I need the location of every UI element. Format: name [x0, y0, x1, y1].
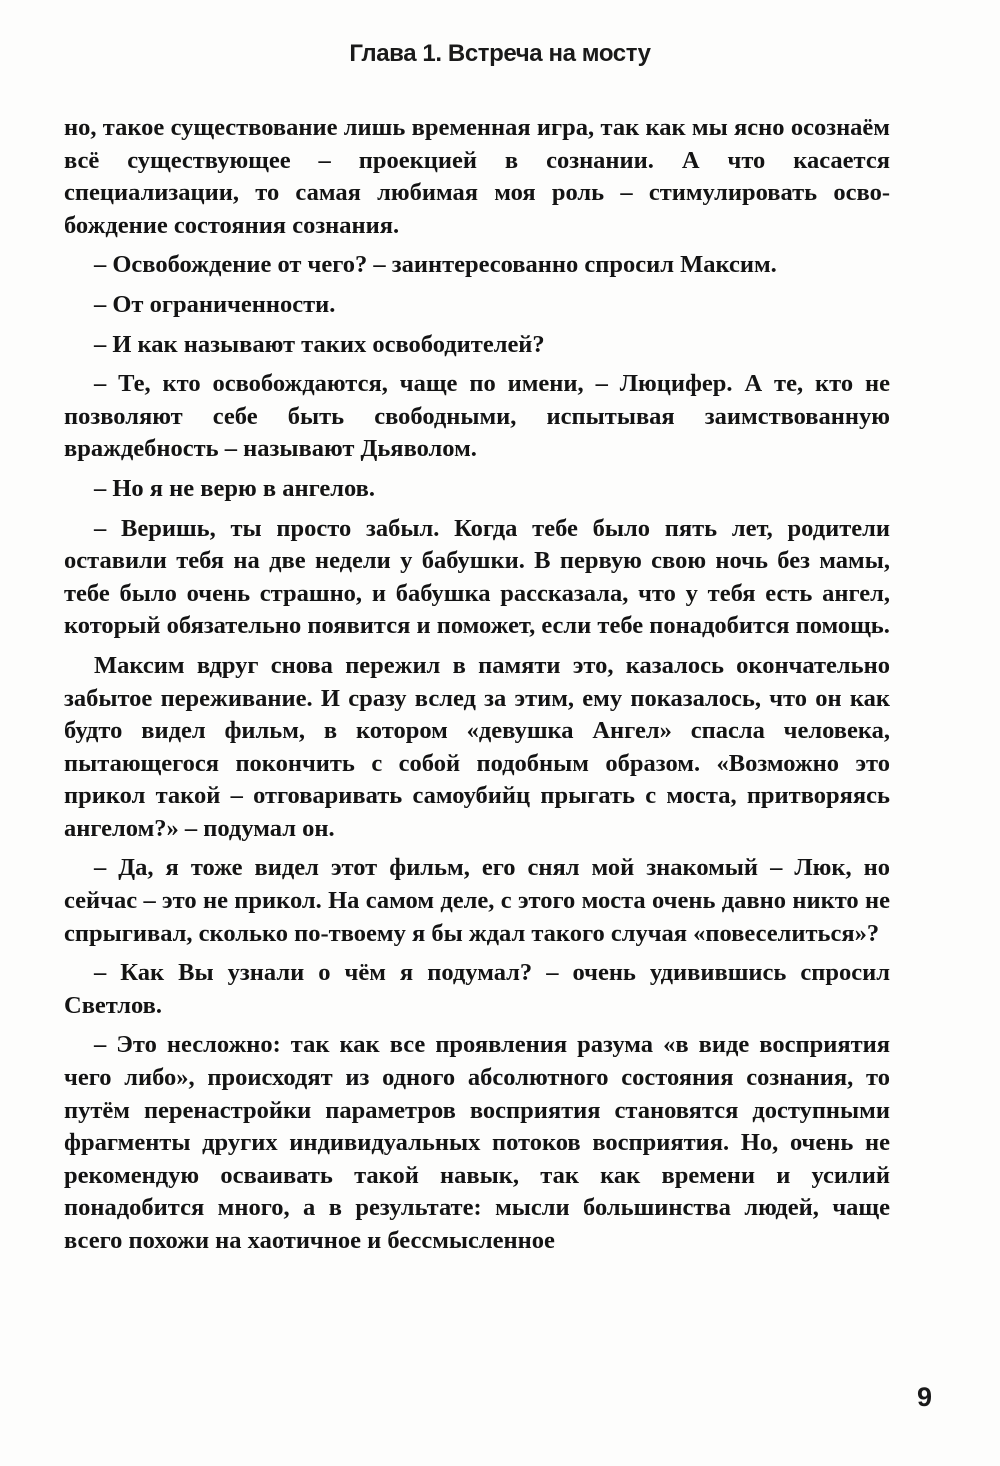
page-number: 9 [916, 1382, 932, 1412]
paragraph: – Но я не верю в ангелов. [94, 474, 376, 502]
paragraph: – Веришь, ты просто забыл. Когда тебе было пять лет, родители оставили тебя на две недели у бабушки. В первую свою ночь без мамы, тебе было очень страшно, и бабушка рассказала, что у тебя есть ангел, который обязательно появится и поможет, если тебе понадобится помощь. [64, 514, 890, 640]
paragraph: – И как называют таких освободителей? [94, 330, 545, 358]
body-text [64, 112, 890, 1265]
running-head: Глава 1. Встреча на мосту [349, 40, 651, 67]
paragraph: – От ограниченности. [94, 290, 336, 318]
paragraph: – Да, я тоже видел этот фильм, его снял мой знакомый – Люк, но сейчас – это не прикол. На самом деле, с этого моста очень давно никто не спрыгивал, сколько по-твоему я бы ждал такого случая «повеселиться»? [64, 854, 890, 947]
paragraph: Максим вдруг снова пережил в памяти это, казалось окончательно забытое переживание. И сразу вслед за этим, ему показалось, что он как будто видел фильм, в котором «девушка Ангел» спасла человека, пытающегося покончить с собой подобным образом. «Возможно это прикол такой – отговаривать самоубийц прыгать с моста, притворяясь ангелом?» – подумал он. [64, 651, 890, 842]
paragraph: – Это несложно: так как все проявления разума «в виде восприятия чего либо», происходят из одного абсолютного состояния сознания, то путём перенастройки параметров восприятия становятся доступными фрагменты других индивидуальных потоков восприятия. Но, очень не рекомендую осваивать такой навык, так как времени и усилий понадобится много, а в результате: мысли большинства людей, чаще всего похожи на хаотичное и бессмысленное [64, 1031, 890, 1254]
paragraph: – Как Вы узнали о чём я подумал? – очень удивившись спросил Светлов. [64, 959, 890, 1019]
paragraph: – Освобождение от чего? – заинтересованно спросил Максим. [94, 251, 777, 279]
paragraph: – Те, кто освобождаются, чаще по имени, – Люцифер. А те, кто не позволяют себе быть свободными, испытывая заимствованную враждебность – называют Дьяволом. [64, 370, 890, 463]
paragraph: но, такое существование лишь временная игра, так как мы ясно осознаём всё существующее – проекцией в сознании. А что касается специализации, то самая любимая моя роль – стимулировать освобождение состояния сознания. [64, 114, 890, 239]
